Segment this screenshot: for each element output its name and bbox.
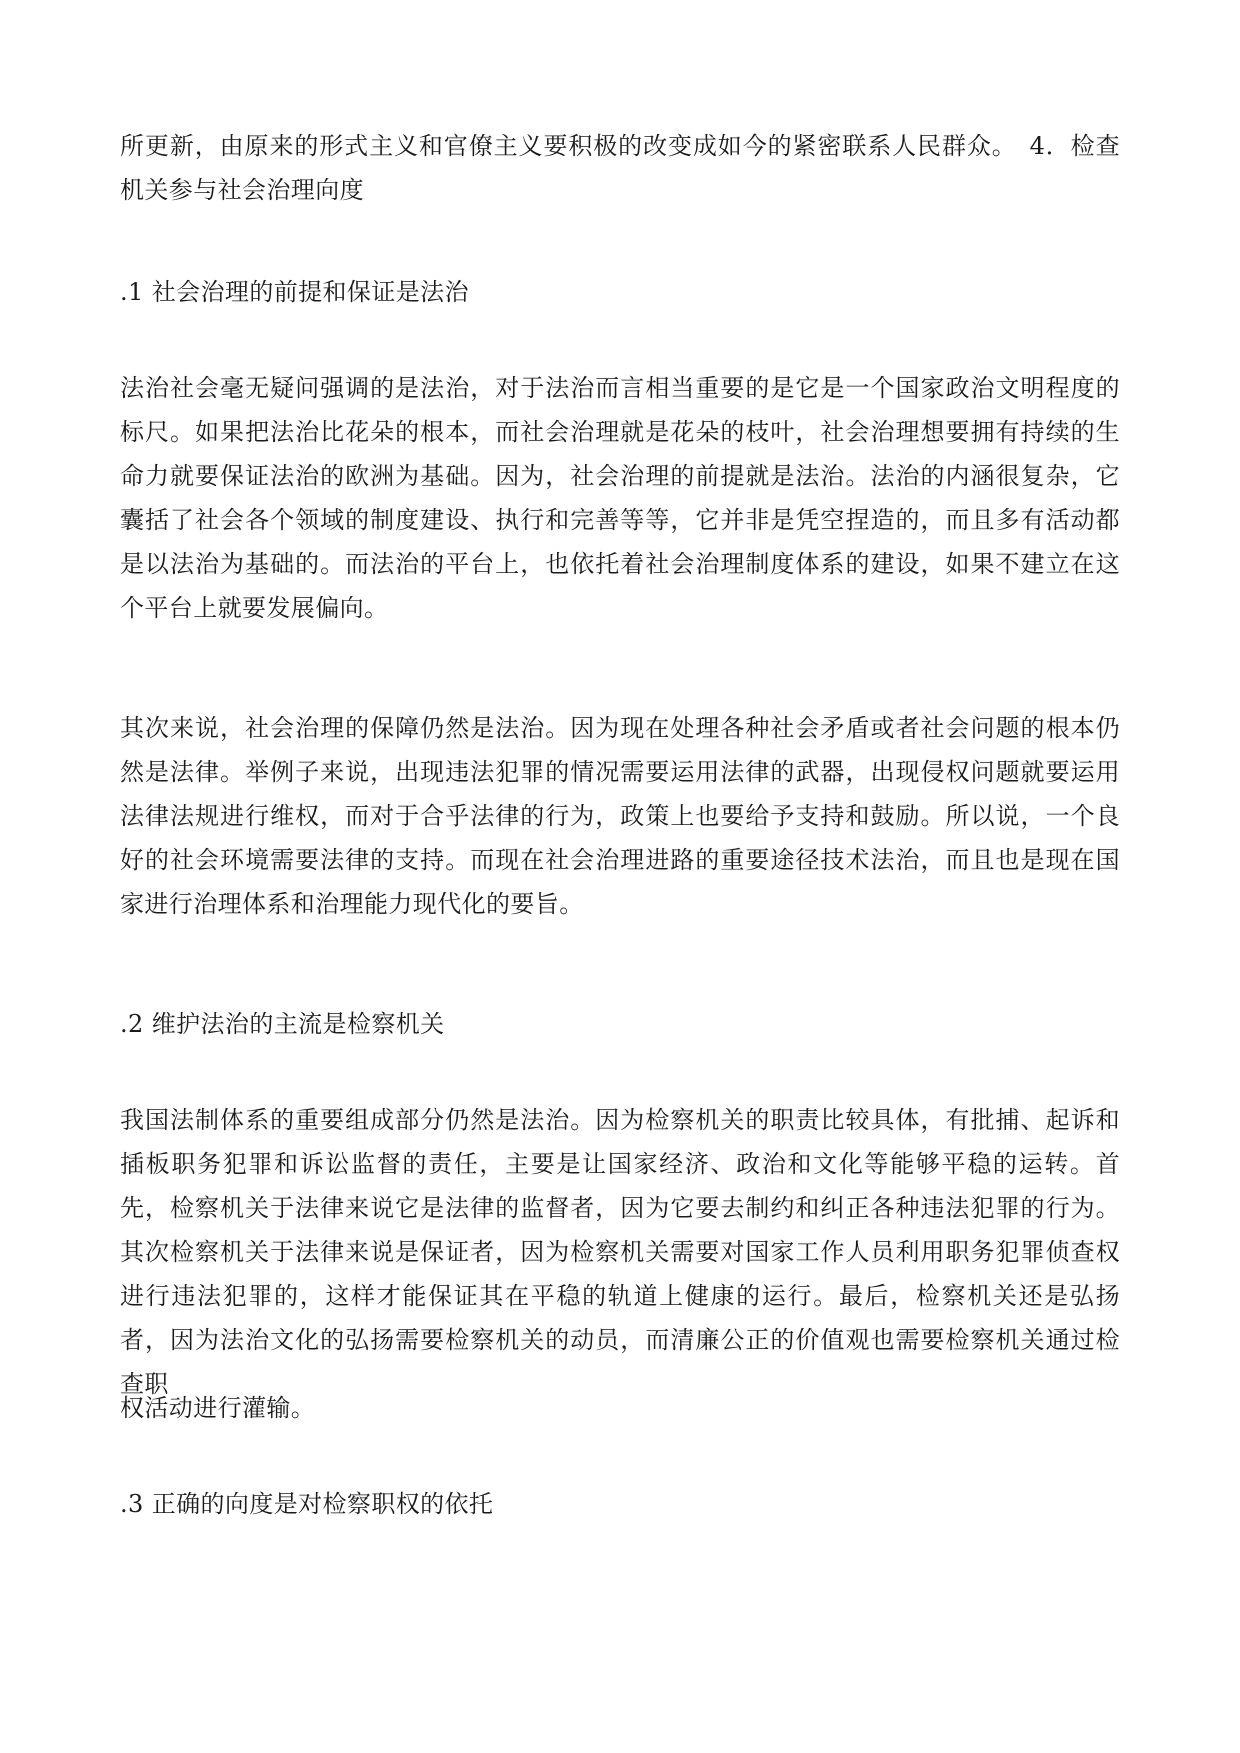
section2-paragraph-2: 权活动进行灌输。 xyxy=(120,1394,316,1422)
intro-paragraph: 所更新，由原来的形式主义和官僚主义要积极的改变成如今的紧密联系人民群众。 4．检查机关参与社会治理向度 xyxy=(120,132,1120,204)
section-heading-1: .1 社会治理的前提和保证是法治 xyxy=(120,278,469,306)
section-heading-3: .3 正确的向度是对检察职权的依托 xyxy=(120,1490,494,1518)
section1-paragraph-2: 其次来说，社会治理的保障仍然是法治。因为现在处理各种社会矛盾或者社会问题的根本仍然是法律。举例子来说，出现违法犯罪的情况需要运用法律的武器，出现侵权问题就要运用法律法规进行维权，而对于合乎法律的行为，政策上也要给予支持和鼓励。所以说，一个良好的社会环境需要法律的支持。而现在社会治理进路的重要途径技术法治，而且也是现在国家进行治理体系和治理能力现代化的要旨。 xyxy=(120,714,1120,918)
section-heading-2: .2 维护法治的主流是检察机关 xyxy=(120,1010,445,1038)
section1-paragraph-1: 法治社会毫无疑问强调的是法治，对于法治而言相当重要的是它是一个国家政治文明程度的标尺。如果把法治比花朵的根本，而社会治理就是花朵的枝叶，社会治理想要拥有持续的生命力就要保证法治的欧洲为基础。因为，社会治理的前提就是法治。法治的内涵很复杂，它囊括了社会各个领域的制度建设、执行和完善等等，它并非是凭空捏造的，而且多有活动都是以法治为基础的。而法治的平台上，也依托着社会治理制度体系的建设，如果不建立在这个平台上就要发展偏向。 xyxy=(120,374,1120,622)
section2-paragraph-1: 我国法制体系的重要组成部分仍然是法治。因为检察机关的职责比较具体，有批捕、起诉和插板职务犯罪和诉讼监督的责任，主要是让国家经济、政治和文化等能够平稳的运转。首先，检察机关于法律来说它是法律的监督者，因为它要去制约和纠正各种违法犯罪的行为。其次检察机关于法律来说是保证者，因为检察机关需要对国家工作人员利用职务犯罪侦查权进行违法犯罪的，这样才能保证其在平稳的轨道上健康的运行。最后，检察机关还是弘扬者，因为法治文化的弘扬需要检察机关的动员，而清廉公正的价值观也需要检察机关通过检查职 xyxy=(120,1106,1120,1398)
